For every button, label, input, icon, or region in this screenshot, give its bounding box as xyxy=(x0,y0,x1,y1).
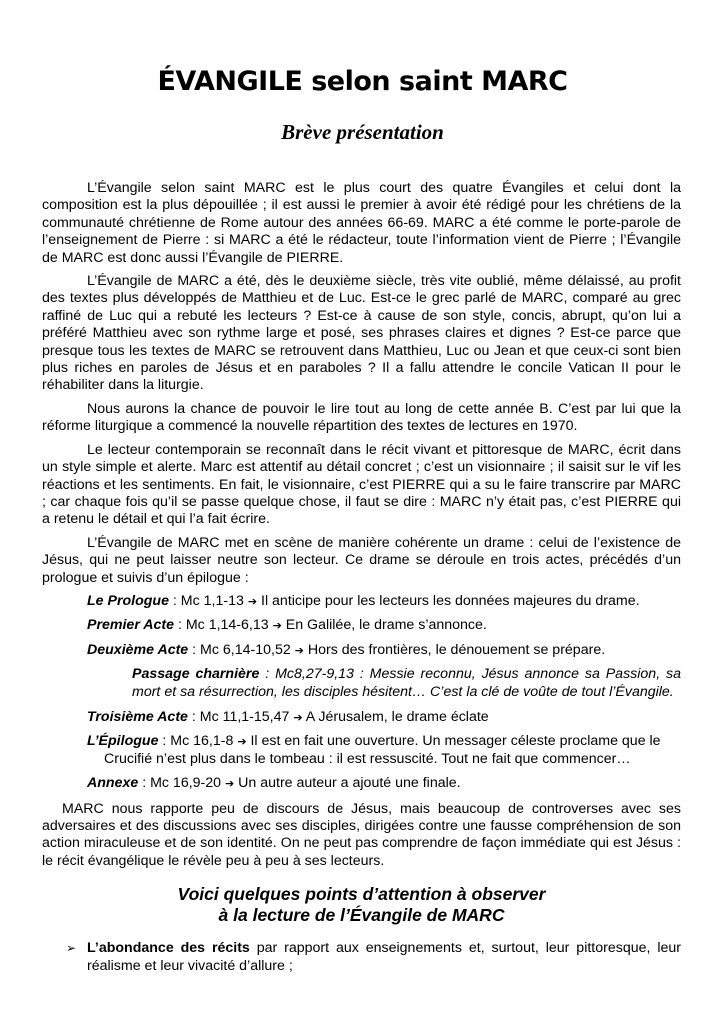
drama-outline xyxy=(42,593,681,793)
bullet-text: par rapport aux enseignements et, surtout, leur pittoresque, leur réalisme et leur vivacité d’allure ; xyxy=(87,940,681,974)
paragraph-intro: L’Évangile selon saint MARC est le plus court des quatre Évangiles et celui dont la composition est la plus dépouillée ; il est aussi le premier à avoir été rédigé pour les chrétiens de la communauté chrétienne de Rome autour des années 66-69. MARC a été comme le porte-parole de l’enseignement de Pierre : si MARC a été le rédacteur, toute l’information vient de Pierre ; l’Évangile de MARC est donc aussi l’Évangile de PIERRE. xyxy=(42,180,681,266)
outline-item-charniere xyxy=(132,666,681,701)
section-heading-line-1: Voici quelques points d’attention à observer xyxy=(177,884,546,905)
outline-item-acte-1 xyxy=(87,617,681,634)
arrow-icon: ➔ xyxy=(294,643,304,657)
arrow-icon: ➔ xyxy=(272,619,282,633)
outline-label: Le Prologue xyxy=(87,592,169,609)
bullet-item xyxy=(42,940,681,975)
document-body xyxy=(42,180,681,975)
outline-label: L’Épilogue xyxy=(87,733,159,750)
arrow-icon: ➔ xyxy=(237,735,247,749)
outline-label: Troisième Acte xyxy=(87,708,188,725)
arrow-icon: ➔ xyxy=(293,710,303,724)
outline-label: Premier Acte xyxy=(87,617,175,634)
outline-ref: : Mc 1,14-6,13 xyxy=(174,617,273,634)
outline-label: Deuxième Acte xyxy=(87,641,189,658)
bullet-arrow-icon: ➢ xyxy=(66,941,77,956)
section-heading-line-2: à la lecture de l’Évangile de MARC xyxy=(218,905,505,926)
outline-label: Passage charnière xyxy=(132,666,260,683)
paragraph-drama: L’Évangile de MARC met en scène de manière cohérente un drame : celui de l’existence de Jésus, qui ne peut laisser neutre son lecteur. Ce drame se déroule en trois actes, précédés d’un prologue et suivis d’un épilogue : xyxy=(42,534,681,586)
outline-label: Annexe xyxy=(87,775,139,792)
paragraph-year-b: Nous aurons la chance de pouvoir le lire tout au long de cette année B. C’est par lui que la réforme liturgique a commencé la nouvelle répartition des textes de lectures en 1970. xyxy=(42,400,681,435)
bullet-label: L’abondance des récits xyxy=(87,940,250,957)
outline-ref: : Mc 6,14-10,52 xyxy=(188,641,295,658)
outline-text: Il anticipe pour les lecteurs les données majeures du drame. xyxy=(257,592,640,609)
paragraph-closing: MARC nous rapporte peu de discours de Jésus, mais beaucoup de controverses avec ses adversaires et des discussions avec ses disciples, dirigées contre une fausse compréhension de son action miraculeuse et de son identité. On ne peut pas comprendre de façon immédiate qui est Jésus : le récit évangélique le révèle peu à peu à ses lecteurs. xyxy=(42,800,681,869)
outline-item-epilogue xyxy=(87,733,681,768)
outline-ref: : Mc 16,9-20 xyxy=(138,775,225,792)
document-title: ÉVANGILE selon saint MARC xyxy=(157,66,568,97)
outline-ref: : Mc 1,1-13 xyxy=(168,592,248,609)
outline-item-acte-2 xyxy=(87,642,681,659)
outline-item-acte-3 xyxy=(87,709,681,726)
outline-item-prologue xyxy=(87,593,681,610)
outline-text: : Mc8,27-9,13 : Messie reconnu, Jésus annonce sa Passion, sa mort et sa résurrection, les disciples hésitent… C’est la clé de voûte de tout l’Évangile. xyxy=(132,666,682,700)
outline-text: Il est en fait une ouverture. Un messager céleste proclame que le Crucifié n’est plus dans le tombeau : il est ressuscité. Tout ne fait que commencer… xyxy=(104,733,661,767)
section-heading xyxy=(42,884,681,926)
arrow-icon: ➔ xyxy=(247,594,258,608)
paragraph-history: L’Évangile de MARC a été, dès le deuxième siècle, très vite oublié, même délaissé, au profit des textes plus développés de Matthieu et de Luc. Est-ce le grec parlé de MARC, comparé au grec raffiné de Luc qui a rebuté les lecteurs ? Est-ce à cause de son style, concis, abrupt, qu’on lui a préféré Matthieu avec son rythme large et posé, ses phrases claires et dignes ? Est-ce parce que presque tous les textes de MARC se retrouvent dans Matthieu, Luc ou Jean et que ceux-ci sont bien plus riches en paroles de Jésus et en paraboles ? Il a fallu attendre le concile Vatican II pour le réhabiliter dans la liturgie. xyxy=(42,273,681,394)
document-subtitle: Brève présentation xyxy=(281,120,444,144)
outline-text: En Galilée, le drame s’annonce. xyxy=(281,617,487,634)
outline-text: Un autre auteur a ajouté une finale. xyxy=(234,775,461,792)
paragraph-reader: Le lecteur contemporain se reconnaît dans le récit vivant et pittoresque de MARC, écrit dans un style simple et alerte. Marc est attentif au détail concret ; c’est un visionnaire ; il saisit sur le vif les réactions et les sentiments. En fait, le visionnaire, c’est PIERRE qui a su le faire transcrire par MARC ; car chaque fois qu’il se passe quelque chose, il faut se dire : MARC n’y était pas, c’est PIERRE qui a retenu le détail et qui l’a fait écrire. xyxy=(42,441,681,528)
outline-item-annexe xyxy=(87,775,681,792)
outline-text: A Jérusalem, le drame éclate xyxy=(302,708,489,725)
outline-ref: : Mc 11,1-15,47 xyxy=(187,708,294,725)
outline-ref: : Mc 16,1-8 xyxy=(158,733,238,750)
outline-text: Hors des frontières, le dénouement se prépare. xyxy=(303,641,606,658)
arrow-icon: ➔ xyxy=(225,777,235,791)
